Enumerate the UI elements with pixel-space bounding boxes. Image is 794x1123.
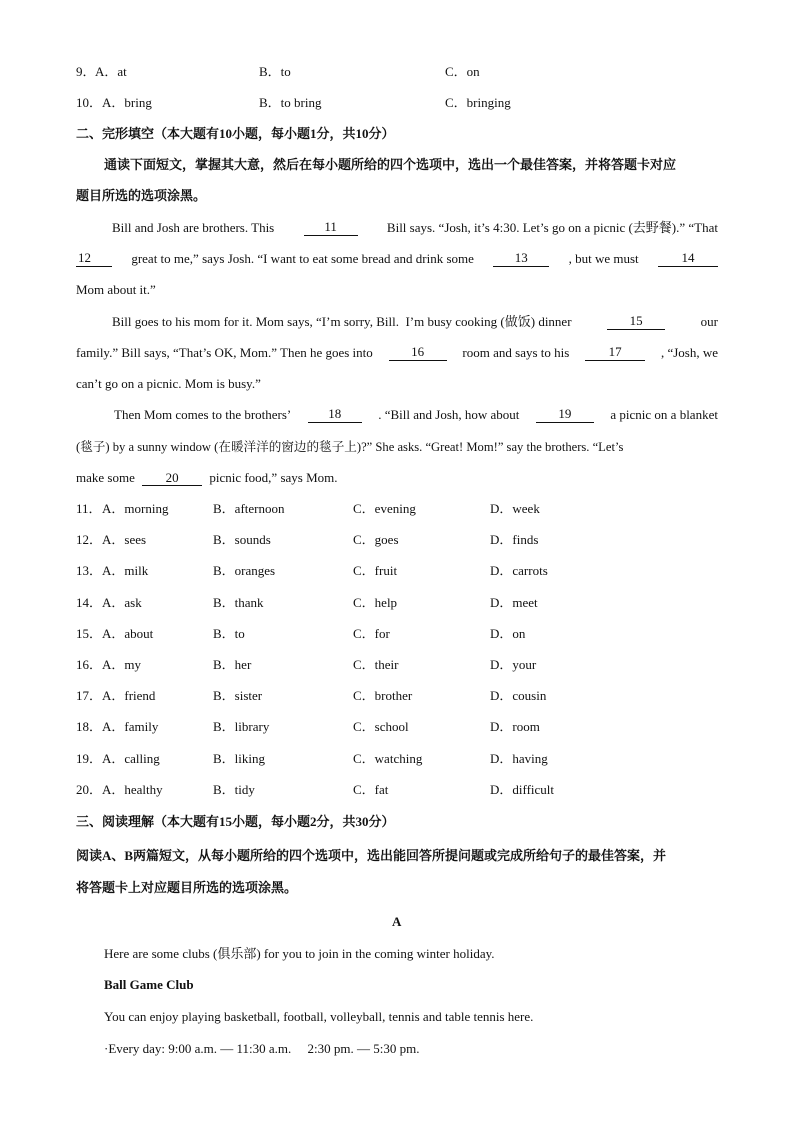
section-2-instruction-line-1: 通读下面短文，掌握其大意，然后在每小题所给的四个选项中，选出一个最佳答案，并将答题卡对应: [104, 157, 677, 172]
choice-15-option-c: C．for: [353, 625, 390, 641]
choice-15-number: 15．: [76, 625, 103, 641]
passage-line-6: can’t go on a picnic. Mom is busy.”: [76, 376, 261, 391]
choice-16-number: 16．: [76, 657, 103, 672]
choice-20-number: 20．: [76, 781, 103, 797]
choice-13-option-d: D．carrots: [490, 563, 548, 579]
choice-17-option-c: C．brother: [353, 688, 413, 704]
choice-15-option-d: D．on: [490, 625, 526, 641]
choice-20-option-d: D．difficult: [490, 781, 555, 797]
choice-18-option-b: B．library: [213, 719, 270, 735]
passage-line-8: (毯子) by a sunny window (在暖洋洋的窗边的毯子上)?” She asks. “Great! Mom!” say the brothers. “Let’s: [76, 440, 624, 454]
club-time: ·Every day: 9:00 a.m. — 11:30 a.m. 2:30 pm. — 5:30 pm.: [104, 1041, 420, 1056]
blank-16: 16: [389, 345, 447, 361]
choice-11-option-c: C．evening: [353, 501, 416, 516]
choice-20-option-c: C．fat: [353, 781, 389, 797]
choice-18-option-c: C．school: [353, 719, 409, 735]
choice-14-option-a: A．ask: [102, 594, 142, 610]
passage-line-3: Mom about it.”: [76, 282, 156, 297]
choice-19-option-c: C．watching: [353, 750, 423, 766]
choice-18-option-d: D．room: [490, 719, 540, 735]
choice-19-option-d: D．having: [490, 750, 548, 766]
choice-13-option-c: C．fruit: [353, 563, 398, 579]
choice-14-option-c: C．help: [353, 594, 398, 610]
blank-15: 15: [607, 314, 665, 330]
item-10-number: 10．: [76, 95, 103, 110]
section-3-instruction-line-2: 将答题卡上对应题目所选的选项涂黑。: [76, 880, 298, 895]
item-10-option-b: B．to bring: [259, 95, 322, 110]
club-title: Ball Game Club: [104, 977, 194, 992]
choice-12-option-a: A．sees: [102, 532, 147, 548]
choice-13-option-b: B．oranges: [213, 563, 276, 579]
choice-12-option-b: B．sounds: [213, 532, 271, 548]
item-10-option-c: C．bringing: [445, 95, 511, 110]
choice-16-option-b: B．her: [213, 657, 252, 672]
item-10-option-a: A．bring: [102, 95, 152, 110]
choice-12-option-c: C．goes: [353, 532, 399, 548]
blank-11: 11: [304, 220, 358, 236]
choice-11-number: 11．: [76, 501, 102, 516]
choice-15-option-a: A．about: [102, 625, 154, 641]
passage-line-9: make some 20 picnic food,” says Mom.: [76, 470, 338, 485]
choice-18-number: 18．: [76, 719, 103, 735]
choice-12-number: 12．: [76, 532, 103, 548]
blank-12: 12: [76, 251, 112, 267]
choice-20-option-b: B．tidy: [213, 781, 255, 797]
choice-19-number: 19．: [76, 750, 103, 766]
choice-11-option-a: A．morning: [102, 501, 169, 516]
blank-18: 18: [308, 407, 362, 423]
choice-13-option-a: A．milk: [102, 563, 149, 579]
item-9-option-a: A．at: [95, 64, 127, 79]
choice-15-option-b: B．to: [213, 625, 245, 641]
passage-line-2: 12 great to me,” says Josh. “I want to eat some bread and drink some 13 , but we must 14: [76, 251, 718, 267]
section-3-instruction-line-1: 阅读A、B两篇短文，从每小题所给的四个选项中，选出能回答所提问题或完成所给句子的最佳答案，并: [76, 848, 667, 863]
passage-line-4: Bill goes to his mom for it. Mom says, “I’m sorry, Bill. I’m busy cooking (做饭) dinner 15 our: [112, 313, 718, 329]
passage-line-5: family.” Bill says, “That’s OK, Mom.” Then he goes into 16 room and says to his 17 , “Josh, we: [76, 344, 718, 360]
choice-19-option-b: B．liking: [213, 750, 266, 766]
section-2-heading: 二、完形填空（本大题有10小题，每小题1分，共10分）: [76, 126, 395, 141]
choice-19-option-a: A．calling: [102, 750, 160, 766]
choice-17-option-d: D．cousin: [490, 688, 547, 704]
section-3-heading: 三、阅读理解（本大题有15小题，每小题2分，共30分）: [76, 814, 395, 829]
choice-17-option-b: B．sister: [213, 688, 263, 704]
choice-14-option-d: D．meet: [490, 594, 538, 610]
blank-17: 17: [585, 345, 645, 361]
item-9-option-c: C．on: [445, 64, 480, 79]
choice-17-option-a: A．friend: [102, 688, 156, 704]
choice-13-number: 13．: [76, 563, 103, 579]
choice-17-number: 17．: [76, 688, 103, 704]
choice-11-option-b: B．afternoon: [213, 501, 285, 516]
choice-20-option-a: A．healthy: [102, 781, 163, 797]
club-description: You can enjoy playing basketball, football, volleyball, tennis and table tennis here.: [104, 1009, 534, 1024]
passage-a-intro: Here are some clubs (俱乐部) for you to join in the coming winter holiday.: [104, 946, 495, 961]
choice-12-option-d: D．finds: [490, 532, 539, 548]
choice-18-option-a: A．family: [102, 719, 159, 735]
choice-16-option-a: A．my: [102, 657, 142, 672]
passage-line-1: Bill and Josh are brothers. This 11 Bill says. “Josh, it’s 4:30. Let’s go on a picnic (去野餐).” “That: [112, 219, 718, 235]
passage-a-label: A: [392, 914, 402, 929]
item-9-option-b: B．to: [259, 64, 291, 79]
blank-14: 14: [658, 251, 718, 267]
choice-16-option-c: C．their: [353, 657, 399, 672]
item-9-number: 9．: [76, 64, 96, 79]
choice-14-option-b: B．thank: [213, 594, 264, 610]
blank-19: 19: [536, 407, 594, 423]
section-2-instruction-line-2: 题目所选的选项涂黑。: [76, 188, 207, 203]
passage-line-7: Then Mom comes to the brothers’ 18 . “Bill and Josh, how about 19 a picnic on a blanket: [114, 406, 718, 422]
choice-11-option-d: D．week: [490, 501, 540, 516]
choice-16-option-d: D．your: [490, 657, 537, 672]
choice-14-number: 14．: [76, 594, 103, 610]
blank-20: 20: [142, 471, 202, 486]
blank-13: 13: [493, 251, 549, 267]
